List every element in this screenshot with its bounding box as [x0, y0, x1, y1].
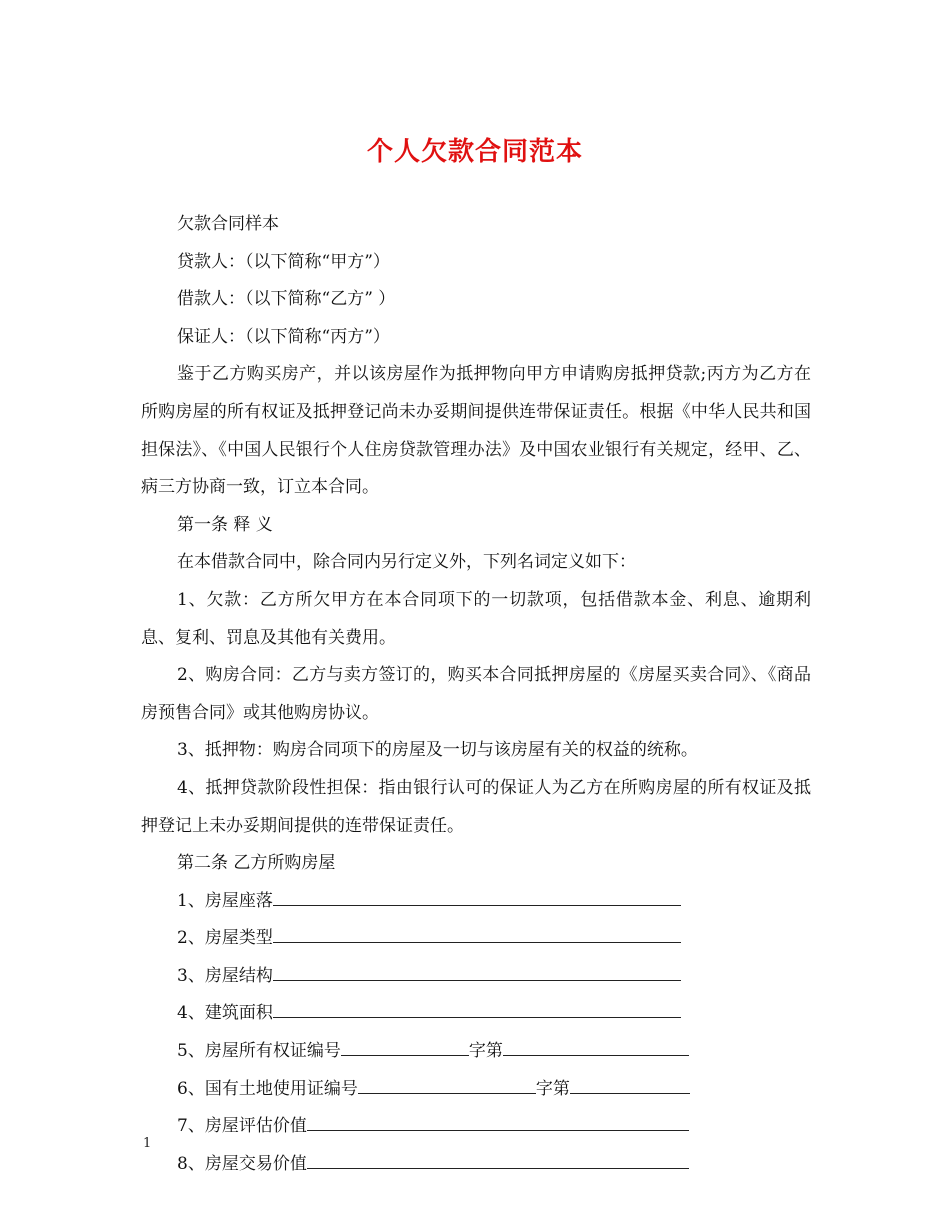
fill-in-blank[interactable] — [273, 920, 681, 943]
article-1-intro: 在本借款合同中，除合同内另行定义外，下列名词定义如下： — [177, 552, 636, 573]
field-label: 字第 — [468, 1041, 503, 1062]
field-label: 5、房屋所有权证编号 — [177, 1041, 341, 1062]
fill-in-blank[interactable] — [307, 1108, 689, 1131]
field-land-use-certificate — [141, 1071, 811, 1109]
fill-in-blank[interactable] — [273, 995, 681, 1018]
article-2-title: 第二条 乙方所购房屋 — [177, 853, 336, 874]
fill-in-blank[interactable] — [570, 1071, 690, 1094]
borrower-line: 借款人：（以下简称“乙方” ） — [177, 289, 396, 310]
field-label: 3、房屋结构 — [177, 965, 273, 986]
fill-in-blank[interactable] — [273, 958, 681, 981]
field-label: 字第 — [535, 1078, 570, 1099]
page-number: 1 — [143, 1136, 152, 1151]
field-label: 6、国有土地使用证编号 — [177, 1078, 358, 1099]
field-label: 7、房屋评估价值 — [177, 1116, 307, 1137]
field-label: 8、房屋交易价值 — [177, 1153, 307, 1174]
fill-in-blank[interactable] — [273, 883, 681, 906]
document-body — [141, 206, 811, 1183]
field-house-type — [141, 920, 811, 958]
fill-in-blank[interactable] — [503, 1033, 689, 1056]
definition-2: 2、购房合同：乙方与卖方签订的，购买本合同抵押房屋的《房屋买卖合同》、《商品房预售合同》或其他购房协议。 — [141, 665, 811, 723]
lender-line: 贷款人：（以下简称“甲方”） — [177, 251, 390, 272]
field-appraised-value — [141, 1108, 811, 1146]
definition-1: 1、欠款：乙方所欠甲方在本合同项下的一切款项，包括借款本金、利息、逾期利息、复利、罚息及其他有关费用。 — [141, 589, 811, 648]
field-house-structure — [141, 958, 811, 996]
article-1-title: 第一条 释 义 — [177, 514, 273, 535]
guarantor-line: 保证人：（以下简称“丙方”） — [177, 326, 390, 347]
field-house-location — [141, 883, 811, 921]
field-label: 1、房屋座落 — [177, 890, 273, 911]
definition-4: 4、抵押贷款阶段性担保：指由银行认可的保证人为乙方在所购房屋的所有权证及抵押登记上未办妥期间提供的连带保证责任。 — [141, 777, 811, 836]
field-label: 2、房屋类型 — [177, 928, 273, 949]
field-building-area — [141, 995, 811, 1033]
document-title: 个人欠款合同范本 — [366, 137, 583, 167]
definition-3: 3、抵押物：购房合同项下的房屋及一切与该房屋有关的权益的统称。 — [177, 740, 698, 761]
field-label: 4、建筑面积 — [177, 1003, 273, 1024]
field-transaction-value — [141, 1146, 811, 1184]
preamble-paragraph: 鉴于乙方购买房产，并以该房屋作为抵押物向甲方申请购房抵押贷款;丙方为乙方在所购房屋的所有权证及抵押登记尚未办妥期间提供连带保证责任。根据《中华人民共和国担保法》、《中国人民银行个人住房贷款管理办法》及中国农业银行有关规定，经甲、乙、病三方协商一致，订立本合同。 — [141, 364, 811, 498]
fill-in-blank[interactable] — [341, 1033, 469, 1056]
field-ownership-certificate — [141, 1033, 811, 1071]
fill-in-blank[interactable] — [307, 1146, 689, 1169]
subtitle: 欠款合同样本 — [177, 214, 279, 234]
fill-in-blank[interactable] — [358, 1071, 536, 1094]
